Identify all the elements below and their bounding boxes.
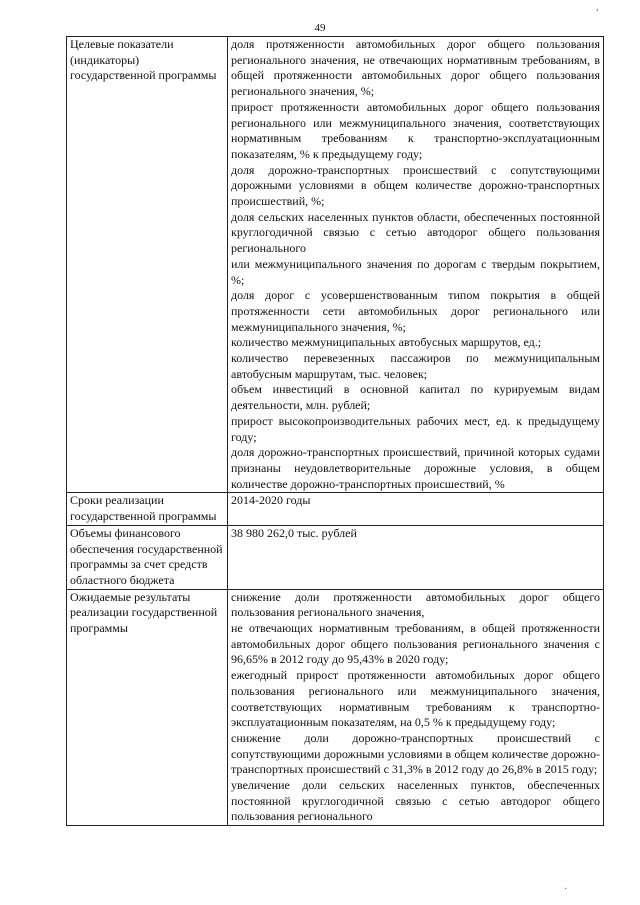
- list-item: ежегодный прирост протяженности автомобильных дорог общего пользования регионального или межмуниципального значения, соответствующих нормативным требованиям к транспортно-эксплуатационным показателям, на 0,5 % к предыдущему году;: [231, 668, 600, 730]
- row-label-expected-results: Ожидаемые результаты реализации государственной программы: [67, 589, 228, 826]
- row-label-funding-volume: Объемы финансового обеспечения государственной программы за счет средств областного бюджета: [67, 525, 228, 589]
- list-item: прирост протяженности автомобильных дорог общего пользования регионального или межмуниципального значения, соответствующих нормативным требованиям к транспортно-эксплуатационным показателям, % к предыдущему году;: [231, 99, 600, 161]
- list-item: объем инвестиций в основной капитал по курируемым видам деятельности, млн. рублей;: [231, 382, 600, 413]
- list-item: снижение доли дорожно-транспортных происшествий с сопутствующими дорожными условиями в общем количестве дорожно-транспортных происшествий с 31,3% в 2012 году до 26,8% в 2015 году;: [231, 730, 600, 777]
- list-item: 2014-2020 годы: [231, 493, 311, 508]
- page-number: 49: [314, 22, 326, 34]
- list-item: количество межмуниципальных автобусных маршрутов, ед.;: [231, 335, 542, 350]
- row-value-funding-volume: [228, 525, 604, 589]
- list-item: доля дорожно-транспортных происшествий, причиной которых судами признаны неудовлетворительные дорожные условия, в общем количестве дорожно-транспортных происшествий, %: [231, 445, 600, 491]
- table-row: [67, 493, 604, 525]
- list-item: доля протяженности автомобильных дорог общего пользования регионального значения, не отвечающих нормативным требованиям, в общей протяженности автомобильных дорог общего пользования регионального значения, %;: [231, 37, 600, 99]
- list-item: доля сельских населенных пунктов области, обеспеченных постоянной круглогодичной связью с сетью автодорог общего пользования регионального: [231, 209, 600, 256]
- table-row: [67, 525, 604, 589]
- table-row: [67, 589, 604, 826]
- list-item: или межмуниципального значения по дорогам с твердым покрытием, %;: [231, 256, 600, 287]
- list-item: прирост высокопроизводительных рабочих мест, ед. к предыдущему году;: [231, 413, 600, 444]
- program-passport-table: [66, 36, 604, 826]
- list-item: снижение доли протяженности автомобильных дорог общего пользования регионального значения,: [231, 589, 600, 620]
- list-item: количество перевезенных пассажиров по межмуниципальным автобусным маршрутам, тыс. человек;: [231, 351, 600, 381]
- scan-artifact: ·: [564, 884, 568, 895]
- row-value-target-indicators: [228, 37, 604, 493]
- list-item: доля дорог с усовершенствованным типом покрытия в общей протяженности сети автомобильных дорог регионального или межмуниципального значения, %;: [231, 288, 600, 334]
- row-value-implementation-period: [228, 493, 604, 525]
- row-label-target-indicators: Целевые показатели (индикаторы) государственной программы: [67, 37, 228, 493]
- list-item: 38 980 262,0 тыс. рублей: [231, 525, 357, 540]
- row-value-expected-results: [228, 589, 604, 826]
- list-item: не отвечающих нормативным требованиям, в общей протяженности автомобильных дорог общего пользования регионального значения с 96,65% в 2012 году до 95,43% в 2020 году;: [231, 621, 600, 667]
- scan-artifact: ,: [596, 2, 599, 13]
- list-item: доля дорожно-транспортных происшествий с сопутствующими дорожными условиями в общем количестве дорожно-транспортных происшествий, %;: [231, 162, 600, 209]
- list-item: увеличение доли сельских населенных пунктов, обеспеченных постоянной круглогодичной связью с сетью автодорог общего пользования регионального: [231, 778, 600, 824]
- table-row: [67, 37, 604, 493]
- row-label-implementation-period: Сроки реализации государственной программы: [67, 493, 228, 525]
